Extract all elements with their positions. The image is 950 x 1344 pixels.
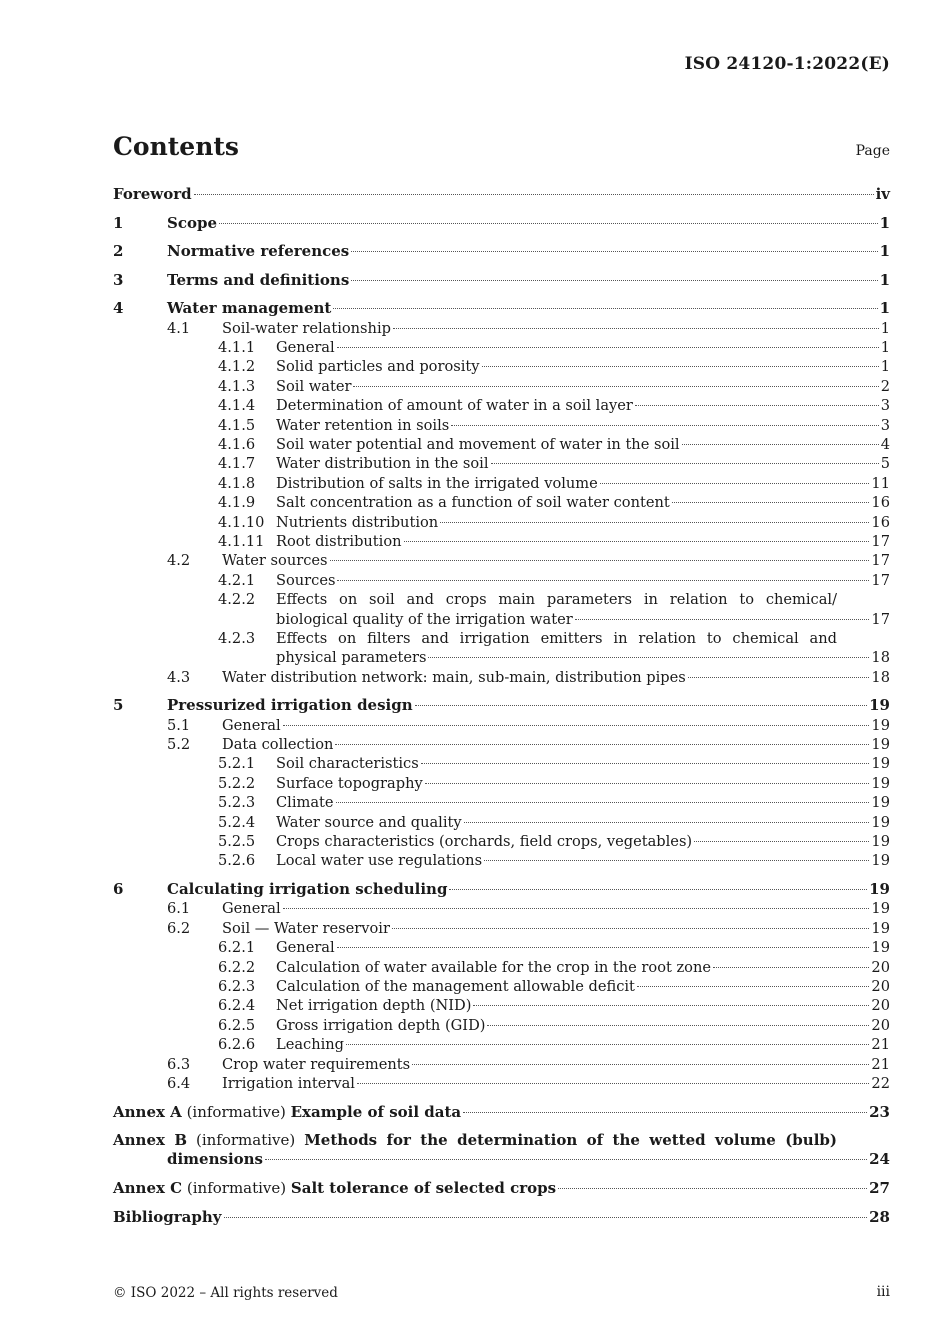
toc-entry-page: 5: [880, 455, 890, 473]
toc-leader-dots: [713, 967, 869, 968]
toc-entry-page: 19: [871, 852, 890, 870]
toc-entry-number: 6.2.4: [218, 997, 256, 1015]
toc-entry-title: Water retention in soils: [276, 416, 450, 434]
toc-entry-page: 22: [871, 1074, 890, 1092]
toc-annex-label: Annex A: [113, 1102, 182, 1121]
toc-leader-dots: [600, 483, 870, 484]
toc-entry-page: 19: [871, 774, 890, 792]
toc-entry-number: 5.2: [167, 736, 191, 754]
toc-entry-5.2.1[interactable]: [113, 754, 890, 773]
toc-entry-page: 19: [871, 794, 890, 812]
toc-leader-dots: [425, 783, 870, 784]
toc-entry-number: 4.1: [167, 319, 191, 337]
toc-leader-dots: [224, 1217, 868, 1218]
toc-entry-title: Water management: [167, 299, 332, 318]
toc-entry-line: [113, 1131, 837, 1150]
toc-entry-4.1.10[interactable]: [113, 513, 890, 532]
toc-leader-dots: [337, 947, 870, 948]
toc-entry-number: 4.1.6: [218, 436, 256, 454]
toc-entry-title: Gross irrigation depth (GID): [276, 1016, 486, 1034]
toc-entry-title: Determination of amount of water in a soil layer: [276, 397, 633, 415]
toc-entry-foreword[interactable]: [113, 185, 890, 204]
toc-leader-dots: [688, 677, 870, 678]
toc-entry-6.2.6[interactable]: [113, 1035, 890, 1054]
toc-leader-dots: [283, 908, 870, 909]
toc-entry-number: 6.4: [167, 1074, 191, 1092]
toc-leader-dots: [473, 1005, 869, 1006]
toc-entry-number: 4.1.11: [218, 533, 265, 550]
toc-entry-title: Distribution of salts in the irrigated volume: [276, 474, 598, 492]
toc-entry-page: 19: [871, 716, 890, 734]
toc-entry-number: 4: [113, 299, 124, 318]
toc-entry-title: Pressurized irrigation design: [167, 696, 413, 715]
toc-entry-4.2.2[interactable]: [113, 590, 890, 629]
toc-entry-title: Crop water requirements: [222, 1055, 411, 1073]
toc-leader-dots: [463, 1112, 867, 1113]
toc-entry-number: 6.2.1: [218, 939, 256, 957]
toc-leader-dots: [335, 744, 869, 745]
toc-entry-number: 4.1.7: [218, 455, 256, 473]
toc-entry-4.3[interactable]: [113, 668, 890, 687]
toc-entry-title: General: [222, 716, 281, 734]
toc-entry-page: 17: [871, 533, 890, 550]
toc-leader-dots: [635, 405, 879, 406]
toc-entry-number: 5.2.4: [218, 813, 256, 831]
toc-entry-page: 19: [869, 696, 890, 715]
toc-entry-2[interactable]: [113, 242, 890, 261]
toc-entry-title: Methods for the determination of the wetted volume (bulb): [304, 1131, 837, 1150]
toc-entry-title-cont: physical parameters: [276, 649, 427, 667]
toc-entry-number: 5: [113, 696, 124, 715]
toc-annex-note: (informative): [182, 1179, 291, 1198]
toc-entry-title: Leaching: [276, 1036, 345, 1054]
toc-entry-title-cont: dimensions: [167, 1150, 264, 1169]
toc-entry-title: Soil water: [276, 377, 352, 395]
toc-entry-title: Water source and quality: [276, 813, 462, 831]
toc-entry-title: Soil-water relationship: [222, 319, 391, 337]
toc-leader-dots: [440, 522, 869, 523]
toc-entry-line: [113, 1179, 890, 1198]
toc-entry-number: 5.2.2: [218, 774, 256, 792]
toc-entry-title: Net irrigation depth (NID): [276, 997, 472, 1015]
toc-entry-4.1.11[interactable]: [113, 532, 890, 551]
toc-entry-page: 1: [879, 270, 890, 289]
toc-entry-6.2.1[interactable]: [113, 938, 890, 957]
toc-entry-page: 16: [871, 513, 890, 531]
toc-entry-number: 2: [113, 242, 124, 261]
toc-entry-title: General: [276, 339, 335, 357]
toc-entry-number: 4.1.5: [218, 416, 256, 434]
toc-leader-dots: [412, 1064, 869, 1065]
toc-entry-title: Water sources: [222, 552, 328, 570]
toc-entry-number: 5.2.1: [218, 755, 256, 773]
toc-leader-dots: [682, 444, 879, 445]
toc-entry-line: [276, 648, 890, 667]
toc-entry-page: 3: [880, 397, 890, 415]
toc-entry-3[interactable]: [113, 271, 890, 290]
toc-entry-4[interactable]: [113, 299, 890, 318]
toc-leader-dots: [694, 841, 869, 842]
toc-leader-dots: [194, 194, 874, 195]
toc-entry-number: 5.1: [167, 716, 191, 734]
toc-entry-page: 19: [871, 755, 890, 773]
toc-entry-4.1.6[interactable]: [113, 435, 890, 454]
toc-entry-number: 4.1.4: [218, 397, 256, 415]
toc-leader-dots: [353, 386, 878, 387]
toc-leader-dots: [415, 705, 867, 706]
toc-leader-dots: [421, 763, 870, 764]
toc-entry-title: Water distribution network: main, sub-main, distribution pipes: [222, 668, 686, 686]
toc-entry-page: 19: [869, 880, 890, 899]
toc-entry-page: 1: [880, 339, 890, 357]
toc-entry-4.1.9[interactable]: [113, 493, 890, 512]
toc-entry-4.2[interactable]: [113, 551, 890, 570]
toc-leader-dots: [357, 1083, 869, 1084]
toc-leader-dots: [337, 580, 869, 581]
toc-leader-dots: [464, 822, 870, 823]
toc-entry-title: Water distribution in the soil: [276, 455, 489, 473]
toc-entry-5.2.3[interactable]: [113, 793, 890, 812]
toc-entry-title: Salt concentration as a function of soil water content: [276, 494, 670, 512]
toc-entry-5.2.4[interactable]: [113, 813, 890, 832]
toc-entry-title: Root distribution: [276, 533, 402, 550]
toc-entry-title: Foreword: [113, 185, 192, 203]
toc-entry-title: General: [222, 900, 281, 918]
toc-entry-title: Soil characteristics: [276, 755, 419, 773]
toc-annex-note: (informative): [187, 1131, 305, 1150]
toc-leader-dots: [637, 986, 870, 987]
toc-entry-number: 4.2: [167, 552, 191, 570]
toc-entry-title: Bibliography: [113, 1207, 222, 1226]
toc-entry-title: Normative references: [167, 242, 350, 261]
toc-leader-dots: [404, 541, 870, 542]
toc-entry-5[interactable]: [113, 696, 890, 715]
toc-entry-number: 4.1.3: [218, 377, 256, 395]
toc-annex-note: (informative): [181, 1102, 291, 1121]
toc-entry-page: 19: [871, 939, 890, 957]
toc-entry-page: 3: [880, 416, 890, 434]
toc-entry-number: 6.2.5: [218, 1016, 256, 1034]
toc-entry-number: 4.1.8: [218, 474, 256, 492]
toc-leader-dots: [575, 619, 870, 620]
toc-entry-4.2.1[interactable]: [113, 571, 890, 590]
toc-entry-4.2.3[interactable]: [113, 629, 890, 668]
toc-entry-6[interactable]: [113, 880, 890, 899]
toc-entry-6.3[interactable]: [113, 1055, 890, 1074]
table-of-contents: [113, 185, 890, 1227]
toc-entry-number: 5.2.3: [218, 794, 256, 812]
toc-entry-page: 1: [879, 299, 890, 318]
toc-entry-annex[interactable]: [113, 1131, 890, 1170]
toc-leader-dots: [351, 251, 877, 252]
toc-entry-title: Effects on filters and irrigation emitters in relation to chemical and: [276, 629, 837, 647]
toc-leader-dots: [672, 502, 870, 503]
toc-entry-title: Calculation of water available for the crop in the root zone: [276, 958, 711, 976]
toc-entry-5.2.5[interactable]: [113, 832, 890, 851]
toc-entry-4.1.2[interactable]: [113, 357, 890, 376]
toc-entry-heading: [113, 1179, 556, 1198]
contents-title: Contents: [113, 132, 240, 161]
toc-entry-title: Calculation of the management allowable deficit: [276, 977, 635, 995]
toc-leader-dots: [219, 223, 878, 224]
toc-entry-page: 28: [869, 1207, 890, 1226]
toc-leader-dots: [336, 802, 870, 803]
toc-entry-number: 4.2.2: [218, 591, 256, 609]
toc-entry-5.2[interactable]: [113, 735, 890, 754]
toc-entry-page: 21: [871, 1055, 890, 1073]
toc-entry-4.1.4[interactable]: [113, 396, 890, 415]
toc-entry-title: Calculating irrigation scheduling: [167, 880, 448, 899]
toc-entry-title: Crops characteristics (orchards, field crops, vegetables): [276, 833, 693, 851]
toc-entry-title: Effects on soil and crops main parameters in relation to chemical/: [276, 591, 837, 609]
toc-entry-number: 1: [113, 213, 124, 232]
toc-entry-page: 18: [871, 668, 890, 686]
toc-leader-dots: [346, 1044, 869, 1045]
page-column-label: Page: [855, 143, 890, 159]
toc-entry-number: 5.2.6: [218, 852, 256, 870]
footer-page-number: iii: [876, 1284, 890, 1300]
toc-entry-number: 4.2.1: [218, 571, 256, 589]
toc-entry-number: 6.2.3: [218, 977, 256, 995]
toc-entry-heading: [113, 1103, 461, 1122]
toc-leader-dots: [333, 308, 877, 309]
toc-entry-title: Terms and definitions: [167, 270, 350, 289]
toc-entry-number: 6.3: [167, 1055, 191, 1073]
toc-entry-page: 4: [880, 436, 890, 454]
toc-entry-page: 2: [880, 377, 890, 395]
toc-leader-dots: [265, 1159, 867, 1160]
toc-leader-dots: [283, 725, 870, 726]
toc-entry-4.1.3[interactable]: [113, 377, 890, 396]
toc-entry-page: 21: [871, 1036, 890, 1054]
toc-annex-label: Annex B: [113, 1131, 188, 1150]
toc-entry-page: 17: [871, 610, 890, 628]
toc-entry-5.1[interactable]: [113, 716, 890, 735]
toc-entry-number: 6.2: [167, 919, 191, 937]
toc-leader-dots: [487, 1025, 869, 1026]
toc-entry-title: Solid particles and porosity: [276, 358, 480, 376]
toc-entry-page: 20: [871, 997, 890, 1015]
toc-entry-number: 4.3: [167, 668, 191, 686]
toc-entry-number: 5.2.5: [218, 833, 256, 851]
toc-leader-dots: [482, 366, 879, 367]
toc-leader-dots: [337, 347, 879, 348]
toc-leader-dots: [558, 1188, 867, 1189]
toc-entry-number: 6: [113, 880, 124, 899]
footer-copyright: © ISO 2022 – All rights reserved: [113, 1285, 338, 1301]
toc-leader-dots: [351, 280, 877, 281]
toc-entry-title: Soil water potential and movement of water in the soil: [276, 436, 680, 454]
toc-entry-page: 24: [869, 1150, 890, 1169]
toc-entry-6.2.5[interactable]: [113, 1016, 890, 1035]
toc-entry-title: Sources: [276, 571, 336, 589]
standard-id: ISO 24120-1:2022(E): [684, 54, 890, 74]
toc-leader-dots: [491, 463, 879, 464]
toc-entry-page: 11: [871, 474, 890, 492]
toc-entry-6.2[interactable]: [113, 919, 890, 938]
toc-entry-6.2.3[interactable]: [113, 977, 890, 996]
toc-entry-number: 6.2.6: [218, 1036, 256, 1054]
toc-entry-line: [113, 1103, 890, 1122]
toc-entry-page: 19: [871, 833, 890, 851]
toc-entry-annex[interactable]: [113, 1179, 890, 1198]
toc-entry-line: [113, 629, 890, 648]
toc-entry-line: [113, 590, 890, 609]
toc-entry-title: Example of soil data: [290, 1102, 462, 1121]
toc-entry-page: 1: [879, 213, 890, 232]
toc-entry-title: Scope: [167, 213, 218, 232]
toc-entry-6.4[interactable]: [113, 1074, 890, 1093]
toc-entry-title: Nutrients distribution: [276, 513, 439, 531]
toc-entry-title: Soil — Water reservoir: [222, 919, 390, 937]
toc-leader-dots: [428, 657, 869, 658]
toc-entry-number: 3: [113, 270, 124, 289]
toc-entry-title: Climate: [276, 794, 334, 812]
toc-entry-page: 23: [869, 1102, 890, 1121]
toc-entry-6.2.2[interactable]: [113, 958, 890, 977]
toc-entry-6.2.4[interactable]: [113, 996, 890, 1015]
toc-entry-page: 19: [871, 900, 890, 918]
toc-entry-page: 20: [871, 1016, 890, 1034]
toc-entry-page: 18: [871, 649, 890, 667]
toc-entry-title: General: [276, 939, 335, 957]
toc-entry-page: 17: [871, 571, 890, 589]
toc-leader-dots: [393, 328, 879, 329]
toc-entry-title-cont: biological quality of the irrigation water: [276, 610, 573, 628]
toc-leader-dots: [484, 860, 869, 861]
toc-entry-number: 6.1: [167, 900, 191, 918]
toc-entry-page: 19: [871, 736, 890, 754]
toc-entry-page: 1: [880, 319, 890, 337]
toc-entry-annex[interactable]: [113, 1103, 890, 1122]
toc-entry-page: 20: [871, 977, 890, 995]
toc-entry-number: 6.2.2: [218, 958, 256, 976]
toc-entry-4.1.7[interactable]: [113, 454, 890, 473]
toc-entry-line: [167, 1150, 890, 1169]
toc-entry-4.1.5[interactable]: [113, 416, 890, 435]
toc-entry-number: 4.1.9: [218, 494, 256, 512]
toc-entry-number: 4.1.1: [218, 339, 256, 357]
toc-entry-1[interactable]: [113, 214, 890, 233]
toc-entry-5.2.2[interactable]: [113, 774, 890, 793]
toc-entry-title: Salt tolerance of selected crops: [290, 1179, 557, 1198]
toc-entry-4.1.8[interactable]: [113, 474, 890, 493]
toc-entry-title: Surface topography: [276, 774, 423, 792]
toc-entry-page: iv: [875, 185, 890, 203]
toc-annex-label: Annex C: [113, 1179, 183, 1198]
toc-entry-number: 4.1.2: [218, 358, 256, 376]
toc-entry-number: 4.2.3: [218, 629, 256, 647]
toc-entry-4.1[interactable]: [113, 319, 890, 338]
toc-leader-dots: [449, 889, 867, 890]
toc-leader-dots: [451, 425, 878, 426]
toc-entry-title: Data collection: [222, 736, 334, 754]
toc-entry-title: Irrigation interval: [222, 1074, 355, 1092]
toc-entry-5.2.6[interactable]: [113, 851, 890, 870]
toc-entry-page: 1: [879, 242, 890, 261]
toc-leader-dots: [392, 928, 869, 929]
toc-entry-6.1[interactable]: [113, 899, 890, 918]
toc-entry-4.1.1[interactable]: [113, 338, 890, 357]
toc-entry-page: 17: [871, 552, 890, 570]
toc-entry-page: 19: [871, 919, 890, 937]
toc-leader-dots: [330, 560, 870, 561]
toc-entry-title: Local water use regulations: [276, 852, 483, 870]
toc-entry-number: 4.1.10: [218, 513, 265, 531]
toc-entry-page: 20: [871, 958, 890, 976]
toc-entry-bibliography[interactable]: [113, 1208, 890, 1227]
toc-entry-page: 19: [871, 813, 890, 831]
toc-entry-page: 16: [871, 494, 890, 512]
toc-entry-page: 27: [869, 1179, 890, 1198]
toc-entry-line: [276, 610, 890, 629]
toc-entry-page: 1: [880, 358, 890, 376]
